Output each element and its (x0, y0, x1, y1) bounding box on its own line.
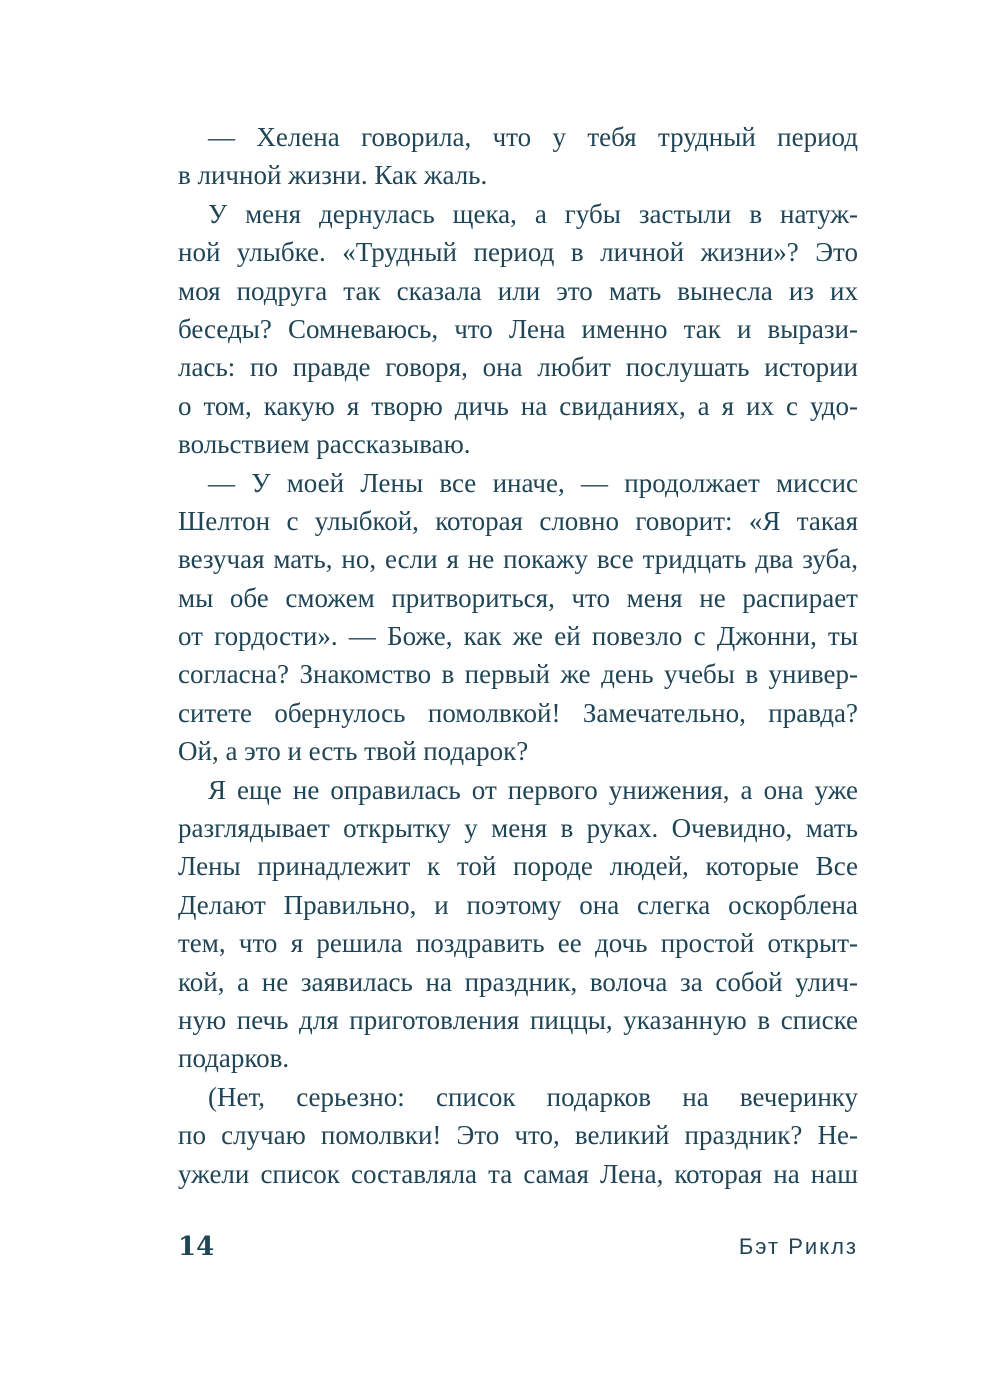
text-line: Ой, а это и есть твой подарок? (178, 736, 529, 767)
text-line: по случаю помолвки! Это что, великий праздник? Не- (178, 1120, 858, 1151)
text-line: ужели список составляла та самая Лена, которая на наш (178, 1158, 858, 1189)
text-line: — Хелена говорила, что у тебя трудный период (208, 122, 858, 152)
text-line: вольствием рассказываю. (178, 429, 471, 460)
body-text (178, 118, 858, 1193)
text-line: ситете обернулось помолвкой! Замечательно, правда? (178, 697, 858, 728)
text-line: (Нет, серьезно: список подарков на вечеринку (208, 1081, 858, 1112)
text-line: У меня дернулась щека, а губы застыли в натуж- (208, 198, 858, 229)
text-line: разглядывает открытку у меня в руках. Очевидно, мать (178, 813, 858, 844)
text-line: тем, что я решила поздравить ее дочь простой открыт- (178, 928, 858, 959)
text-line: Лены принадлежит к той породе людей, которые Все (178, 851, 858, 882)
paragraph (178, 464, 858, 771)
text-line: Делают Правильно, и поэтому она слегка оскорблена (178, 889, 858, 920)
paragraph (178, 195, 858, 464)
text-line: ной улыбке. «Трудный период в личной жизни»? Это (178, 237, 858, 268)
text-line: согласна? Знакомство в первый же день учебы в универ- (178, 659, 858, 690)
text-line: о том, какую я творю дичь на свиданиях, а я их с удо- (178, 390, 858, 421)
page-number: 14 (178, 1232, 215, 1262)
text-line: подарков. (178, 1043, 290, 1074)
text-line: — У моей Лены все иначе, — продолжает миссис (208, 467, 858, 498)
text-line: Я еще не оправилась от первого унижения, а она уже (208, 774, 858, 805)
text-line: от гордости». — Боже, как же ей повезло с Джонни, ты (178, 621, 858, 652)
text-line: кой, а не заявилась на праздник, волоча за собой улич- (178, 966, 858, 997)
paragraph (178, 118, 858, 195)
text-line: в личной жизни. Как жаль. (178, 160, 488, 191)
text-line: моя подруга так сказала или это мать вынесла из их (178, 275, 858, 306)
paragraph (178, 771, 858, 1078)
text-line: ную печь для приготовления пиццы, указанную в списке (178, 1004, 858, 1035)
text-line: Шелтон с улыбкой, которая словно говорит: «Я такая (178, 505, 858, 536)
text-line: везучая мать, но, если я не покажу все тридцать два зуба, (178, 544, 858, 575)
page-footer (178, 1232, 858, 1262)
text-line: мы обе сможем притвориться, что меня не распирает (178, 582, 858, 613)
paragraph (178, 1078, 858, 1193)
text-line: беседы? Сомневаюсь, что Лена именно так и вырази- (178, 313, 858, 344)
text-line: лась: по правде говоря, она любит послушать истории (178, 352, 858, 383)
running-head-author: Бэт Риклз (738, 1234, 858, 1259)
